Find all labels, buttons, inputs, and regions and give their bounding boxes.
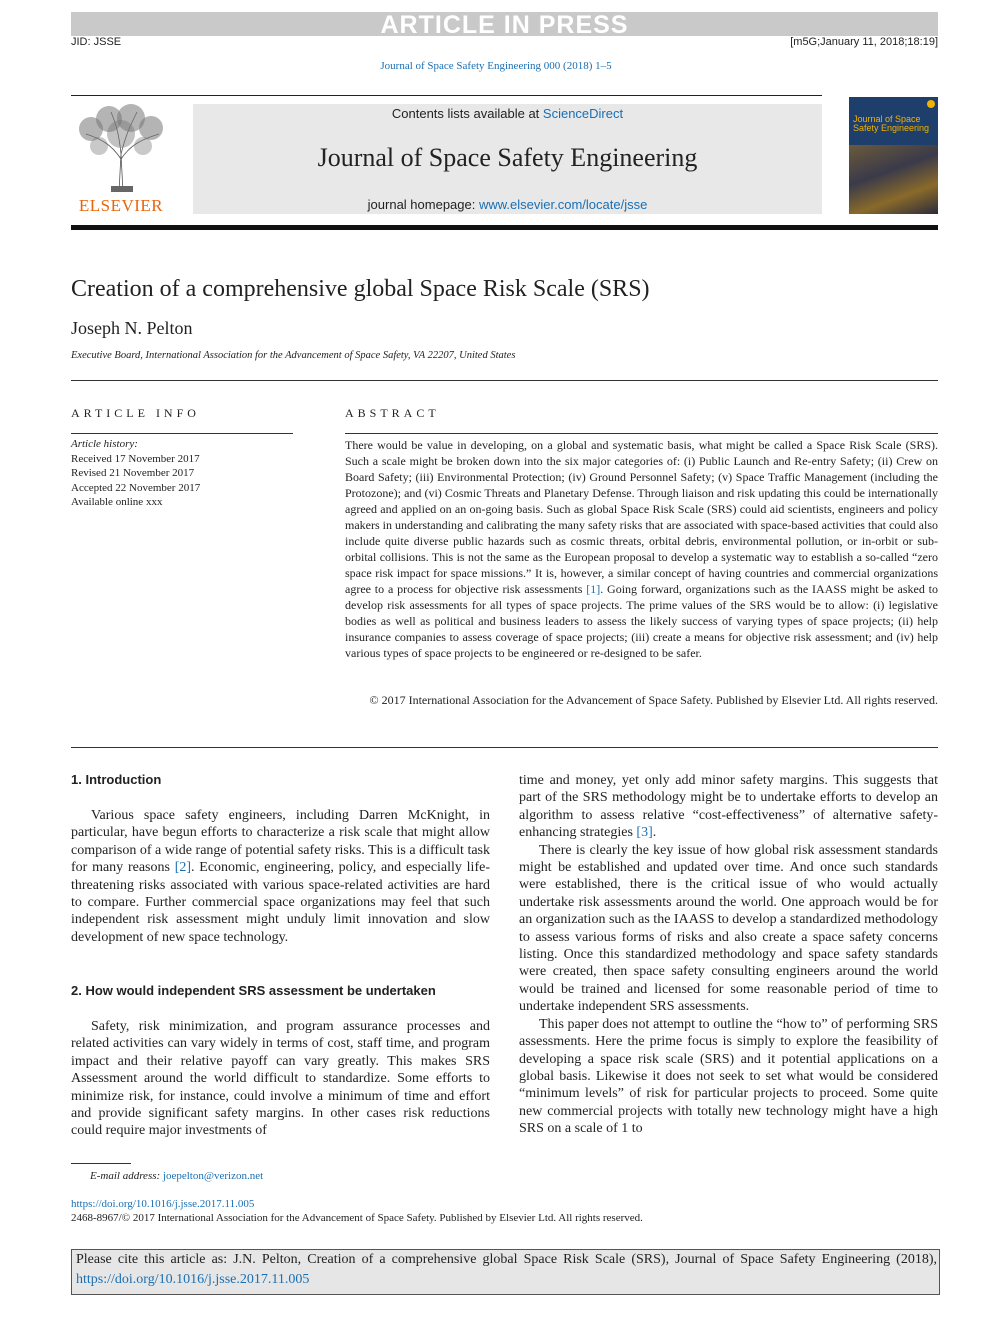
sciencedirect-link[interactable]: ScienceDirect <box>542 106 624 121</box>
email-link[interactable]: joepelton@verizon.net <box>162 1170 264 1182</box>
intro-body <box>71 807 490 946</box>
section-2-heading: 2. How would independent SRS assessment be undertaken <box>71 983 436 998</box>
cover-title: Journal of Space Safety Engineering <box>853 114 930 133</box>
elsevier-logo <box>71 104 171 216</box>
footnote-rule <box>71 1163 131 1164</box>
abstract-part-2: . Going forward, organizations such as the IAASS might be asked to develop risk assessments for all types of space projects. The prime values of the SRS would be to allow: (i) legislative bodies as well as political and business leaders to assess the likely success of varying types of space projects; (ii) help insurance companies to assess coverage of space projects; (iii) create a means for objective risk assessment; and (iv) help various types of space projects to be engineered or re-designed to be safer. <box>345 582 938 660</box>
journal-citation-link[interactable]: Journal of Space Safety Engineering 000 (2018) 1–5 <box>380 60 612 72</box>
paragraph <box>519 772 938 842</box>
article-info-rule <box>71 433 293 434</box>
paragraph: Safety, risk minimization, and program assurance processes and related activities can vary widely in terms of cost, staff time, and program impact and their relative payoff can vary greatly. This makes SRS Assessment around the world difficult to standardize. Some efforts to minimize risk, for instance, could involve a minimum of time and effort and provide significant safety margins. In other cases risk reductions could require major investments of <box>71 1019 490 1139</box>
article-in-press-banner: ARTICLE IN PRESS <box>71 12 938 36</box>
cite-text: Please cite this article as: J.N. Pelton, Creation of a comprehensive global Space Risk Scale (SRS), Journal of Space Safety Engineering (2018), <box>76 1252 937 1267</box>
divider <box>71 380 938 381</box>
email-label: E-mail address: <box>90 1170 163 1182</box>
cover-badge-icon <box>927 100 935 108</box>
ref-link-2[interactable]: [2] <box>174 860 192 876</box>
cite-doi-link[interactable]: https://doi.org/10.1016/j.jsse.2017.11.005 <box>76 1272 310 1287</box>
cover-photo <box>849 145 938 214</box>
header-rule <box>71 95 822 96</box>
author-affiliation: Executive Board, International Association for the Advancement of Space Safety, VA 22207, United States <box>71 350 516 361</box>
section-1-heading: 1. Introduction <box>71 772 162 787</box>
divider <box>71 747 938 748</box>
ref-link-1[interactable]: [1] <box>586 582 601 596</box>
article-history <box>71 437 200 510</box>
article-title: Creation of a comprehensive global Space Risk Scale (SRS) <box>71 276 650 302</box>
homepage-line <box>193 197 822 212</box>
tree-icon <box>71 104 171 194</box>
journal-title: Journal of Space Safety Engineering <box>317 143 698 172</box>
jid-label: JID: JSSE <box>71 36 122 48</box>
paragraph-text: Various space safety engineers, including Darren McKnight, in particular, have begun efforts to characterize a risk scale that might allow comparison of a wide range of potential safety risks. This is a difficult task for many reasons <box>71 808 490 876</box>
abstract-part-1: There would be value in developing, on a global and systematic basis, what might be called a Space Risk Scale (SRS). Such a scale might be broken down into the six major categories of: (i) Public Launch and Re-entry Safety; (ii) Crew on Board Safety; (iii) Environmental Protection; (iv) Ground Personnel Safety; (v) Space Traffic Management (including the Protozone); and (vi) Cosmic Threats and Planetary Defense. Through liaison and risk updating this could be internationally agreed and applied on an on-going basis. Such as global Space Risk Scale (SRS) could aid scientists, engineers and policy makers in understanding and calibrating the many safety risks that are associated with space-based activities that could also include quite diverse public hazards such as cosmic threats, orbital debris, environmental pollution, or in-orbit or sub-orbital collisions. This is not the same as the European proposal to develop a systematic way to establish a so-called “zero space risk impact for space missions.” It is, however, a similar concept of having countries and commercial organizations agree to a process for objective risk assessments <box>345 438 938 596</box>
online-date: Available online xxx <box>71 496 163 508</box>
build-stamp: [m5G;January 11, 2018;18:19] <box>790 36 938 48</box>
section-2-body <box>71 1018 490 1140</box>
cite-this-article-box <box>71 1249 940 1295</box>
homepage-prefix: journal homepage: <box>367 197 479 212</box>
homepage-link[interactable]: www.elsevier.com/locate/jsse <box>478 197 648 212</box>
history-label: Article history: <box>71 438 138 450</box>
elsevier-wordmark: ELSEVIER <box>78 196 164 215</box>
header-thick-rule <box>71 225 938 230</box>
revised-date: Revised 21 November 2017 <box>71 467 195 479</box>
contents-line <box>193 106 822 121</box>
paragraph: There is clearly the key issue of how global risk assessment standards might be established and updated over time. And once such standards were established, there is the critical issue of who would actually undertake risk assessments around the world. One approach would be for an organization such as the IAASS to develop a standardized methodology to assess various forms of risks and also create a space safety concerns listing. Once this standardized methodology and space safety standards were created, then space safety consulting engineers around the world would be trained and licensed for some reasonable period of time to undertake independent SRS assessments. <box>519 842 938 1015</box>
abstract-rule <box>345 433 938 434</box>
email-footnote <box>90 1170 263 1182</box>
abstract-heading: ABSTRACT <box>345 406 440 420</box>
doi-link[interactable]: https://doi.org/10.1016/j.jsse.2017.11.005 <box>71 1198 255 1210</box>
ref-link-3[interactable]: [3] <box>636 825 653 841</box>
abstract-text <box>345 437 938 661</box>
abstract-copyright: © 2017 International Association for the Advancement of Space Safety. Published by Elsevier Ltd. All rights reserved. <box>369 693 938 707</box>
accepted-date: Accepted 22 November 2017 <box>71 481 201 494</box>
paragraph-text: . <box>652 825 657 841</box>
issn-copyright: 2468-8967/© 2017 International Association for the Advancement of Space Safety. Published by Elsevier Ltd. All rights reserved. <box>71 1212 643 1224</box>
journal-cover-image <box>849 97 938 214</box>
author-name: Joseph N. Pelton <box>71 318 193 338</box>
article-info-heading: ARTICLE INFO <box>71 406 200 420</box>
paragraph-text: . Economic, engineering, policy, and especially life-threatening risks associated with various space-related activities are hard to compare. Further commercial space organizations may feel that such independent risk assessment might unduly limit innovation and slow development of new space technology. <box>71 860 490 945</box>
paragraph-text: time and money, yet only add minor safety margins. This suggests that part of the SRS methodology might be to undertake efforts to develop an algorithm to assess relative “cost-effectiveness” of alternative safety-enhancing strategies <box>519 773 938 841</box>
contents-prefix: Contents lists available at <box>391 106 543 121</box>
paragraph <box>71 807 490 946</box>
paragraph: This paper does not attempt to outline the “how to” of performing SRS assessments. Here the prime focus is simply to explore the feasibility of developing a space risk scale (SRS) and it potential applications on a global basis. Likewise it does not seek to set what would be considered “minimum levels” of risk for particular projects to proceed. Some quite new commercial projects with totally new technology might have a high SRS on a scale of 1 to <box>519 1016 938 1137</box>
received-date: Received 17 November 2017 <box>71 452 200 465</box>
right-column-body <box>519 772 938 1138</box>
